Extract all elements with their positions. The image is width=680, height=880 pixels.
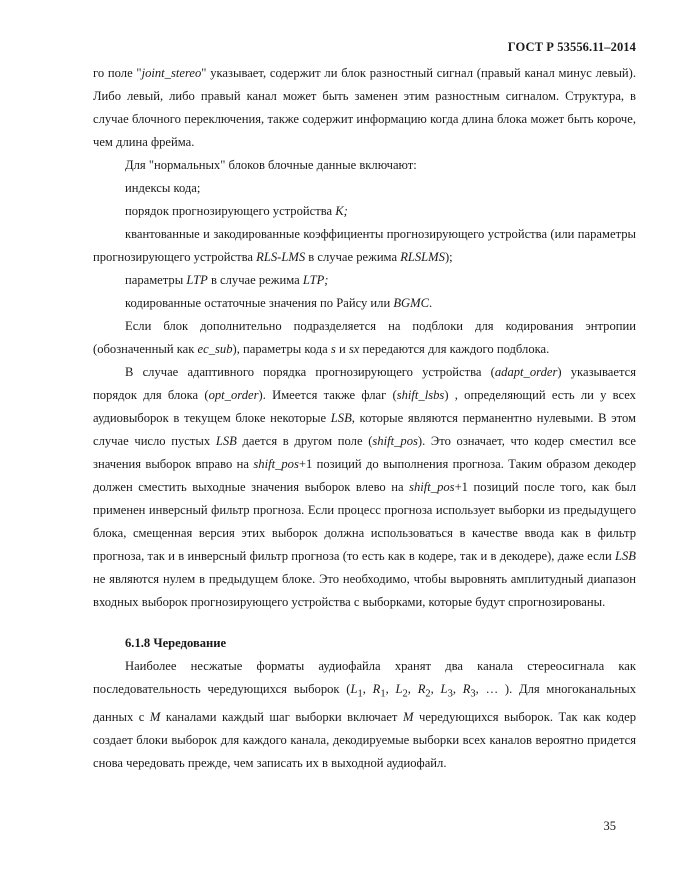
page-body bbox=[93, 62, 636, 775]
section-heading: 6.1.8 Чередование bbox=[125, 636, 227, 650]
list-item: кодированные остаточные значения по Райсу или BGMC. bbox=[125, 296, 433, 310]
list-item: квантованные и закодированные коэффициенты прогнозирующего устройства (или параметры прогнозирующего устройства RLS-LMS в случае режима RLSLMS); bbox=[93, 227, 636, 264]
list-item: индексы кода; bbox=[125, 181, 201, 195]
body-paragraph: Для "нормальных" блоков блочные данные включают: bbox=[125, 158, 417, 172]
body-paragraph: го поле "joint_stereo" указывает, содержит ли блок разностный сигнал (правый канал минус левый). Либо левый, либо правый канал может быть заменен этим разностным сигналом. Структура, в случае блочного переключения, также содержит информацию когда длина блока может быть короче, чем длина фрейма. bbox=[93, 66, 636, 149]
list-item: порядок прогнозирующего устройства K; bbox=[125, 204, 348, 218]
document-header: ГОСТ Р 53556.11–2014 bbox=[507, 40, 636, 54]
page-number: 35 bbox=[603, 819, 616, 833]
body-paragraph: В случае адаптивного порядка прогнозирующего устройства (adapt_order) указывается порядок для блока (opt_order). Имеется также флаг (shift_lsbs) , определяющий есть ли у всех аудиовыборок в текущем блоке некоторые LSB, которые являются перманентно нулевыми. В этом случае число пустых LSB дается в другом поле (shift_pos). Это означает, что кодер сместил все значения выборок вправо на shift_pos+1 позиций до выполнения прогноза. Таким образом декодер должен сместить выходные значения выборок влево на shift_pos+1 позиций после того, как был применен инверсный фильтр прогноза. Если процесс прогноза использует выборки из предыдущего блока, смещенная версия этих выборок должна использоваться в качестве ввода как в фильтр прогноза, так и в инверсный фильтр прогноза (то есть как в кодере, так и в декодере), даже если LSB не являются нулем в предыдущем блоке. Это необходимо, чтобы выровнять амплитудный диапазон входных выборок прогнозирующего устройства с выборками, которые будут спрогнозированы. bbox=[93, 365, 637, 609]
body-paragraph: Если блок дополнительно подразделяется на подблоки для кодирования энтропии (обозначенный как ec_sub), параметры кода s и sx передаются для каждого подблока. bbox=[93, 319, 636, 356]
list-item: параметры LTP в случае режима LTP; bbox=[125, 273, 329, 287]
body-paragraph: Наиболее несжатые форматы аудиофайла хранят два канала стереосигнала как последовательность чередующихся выборок ($L_1$, $R_1$, $L_2$, $R_2$, $L_3$, $R_3$, … ). Для многоканальных данных с M каналами каждый шаг выборки включает M чередующихся выборок. Так как кодер создает блоки выборок для каждого канала, декодируемые выборки всех каналов вероятно придется снова чередовать прежде, чем записать их в выходной аудиофайл. bbox=[93, 659, 637, 770]
